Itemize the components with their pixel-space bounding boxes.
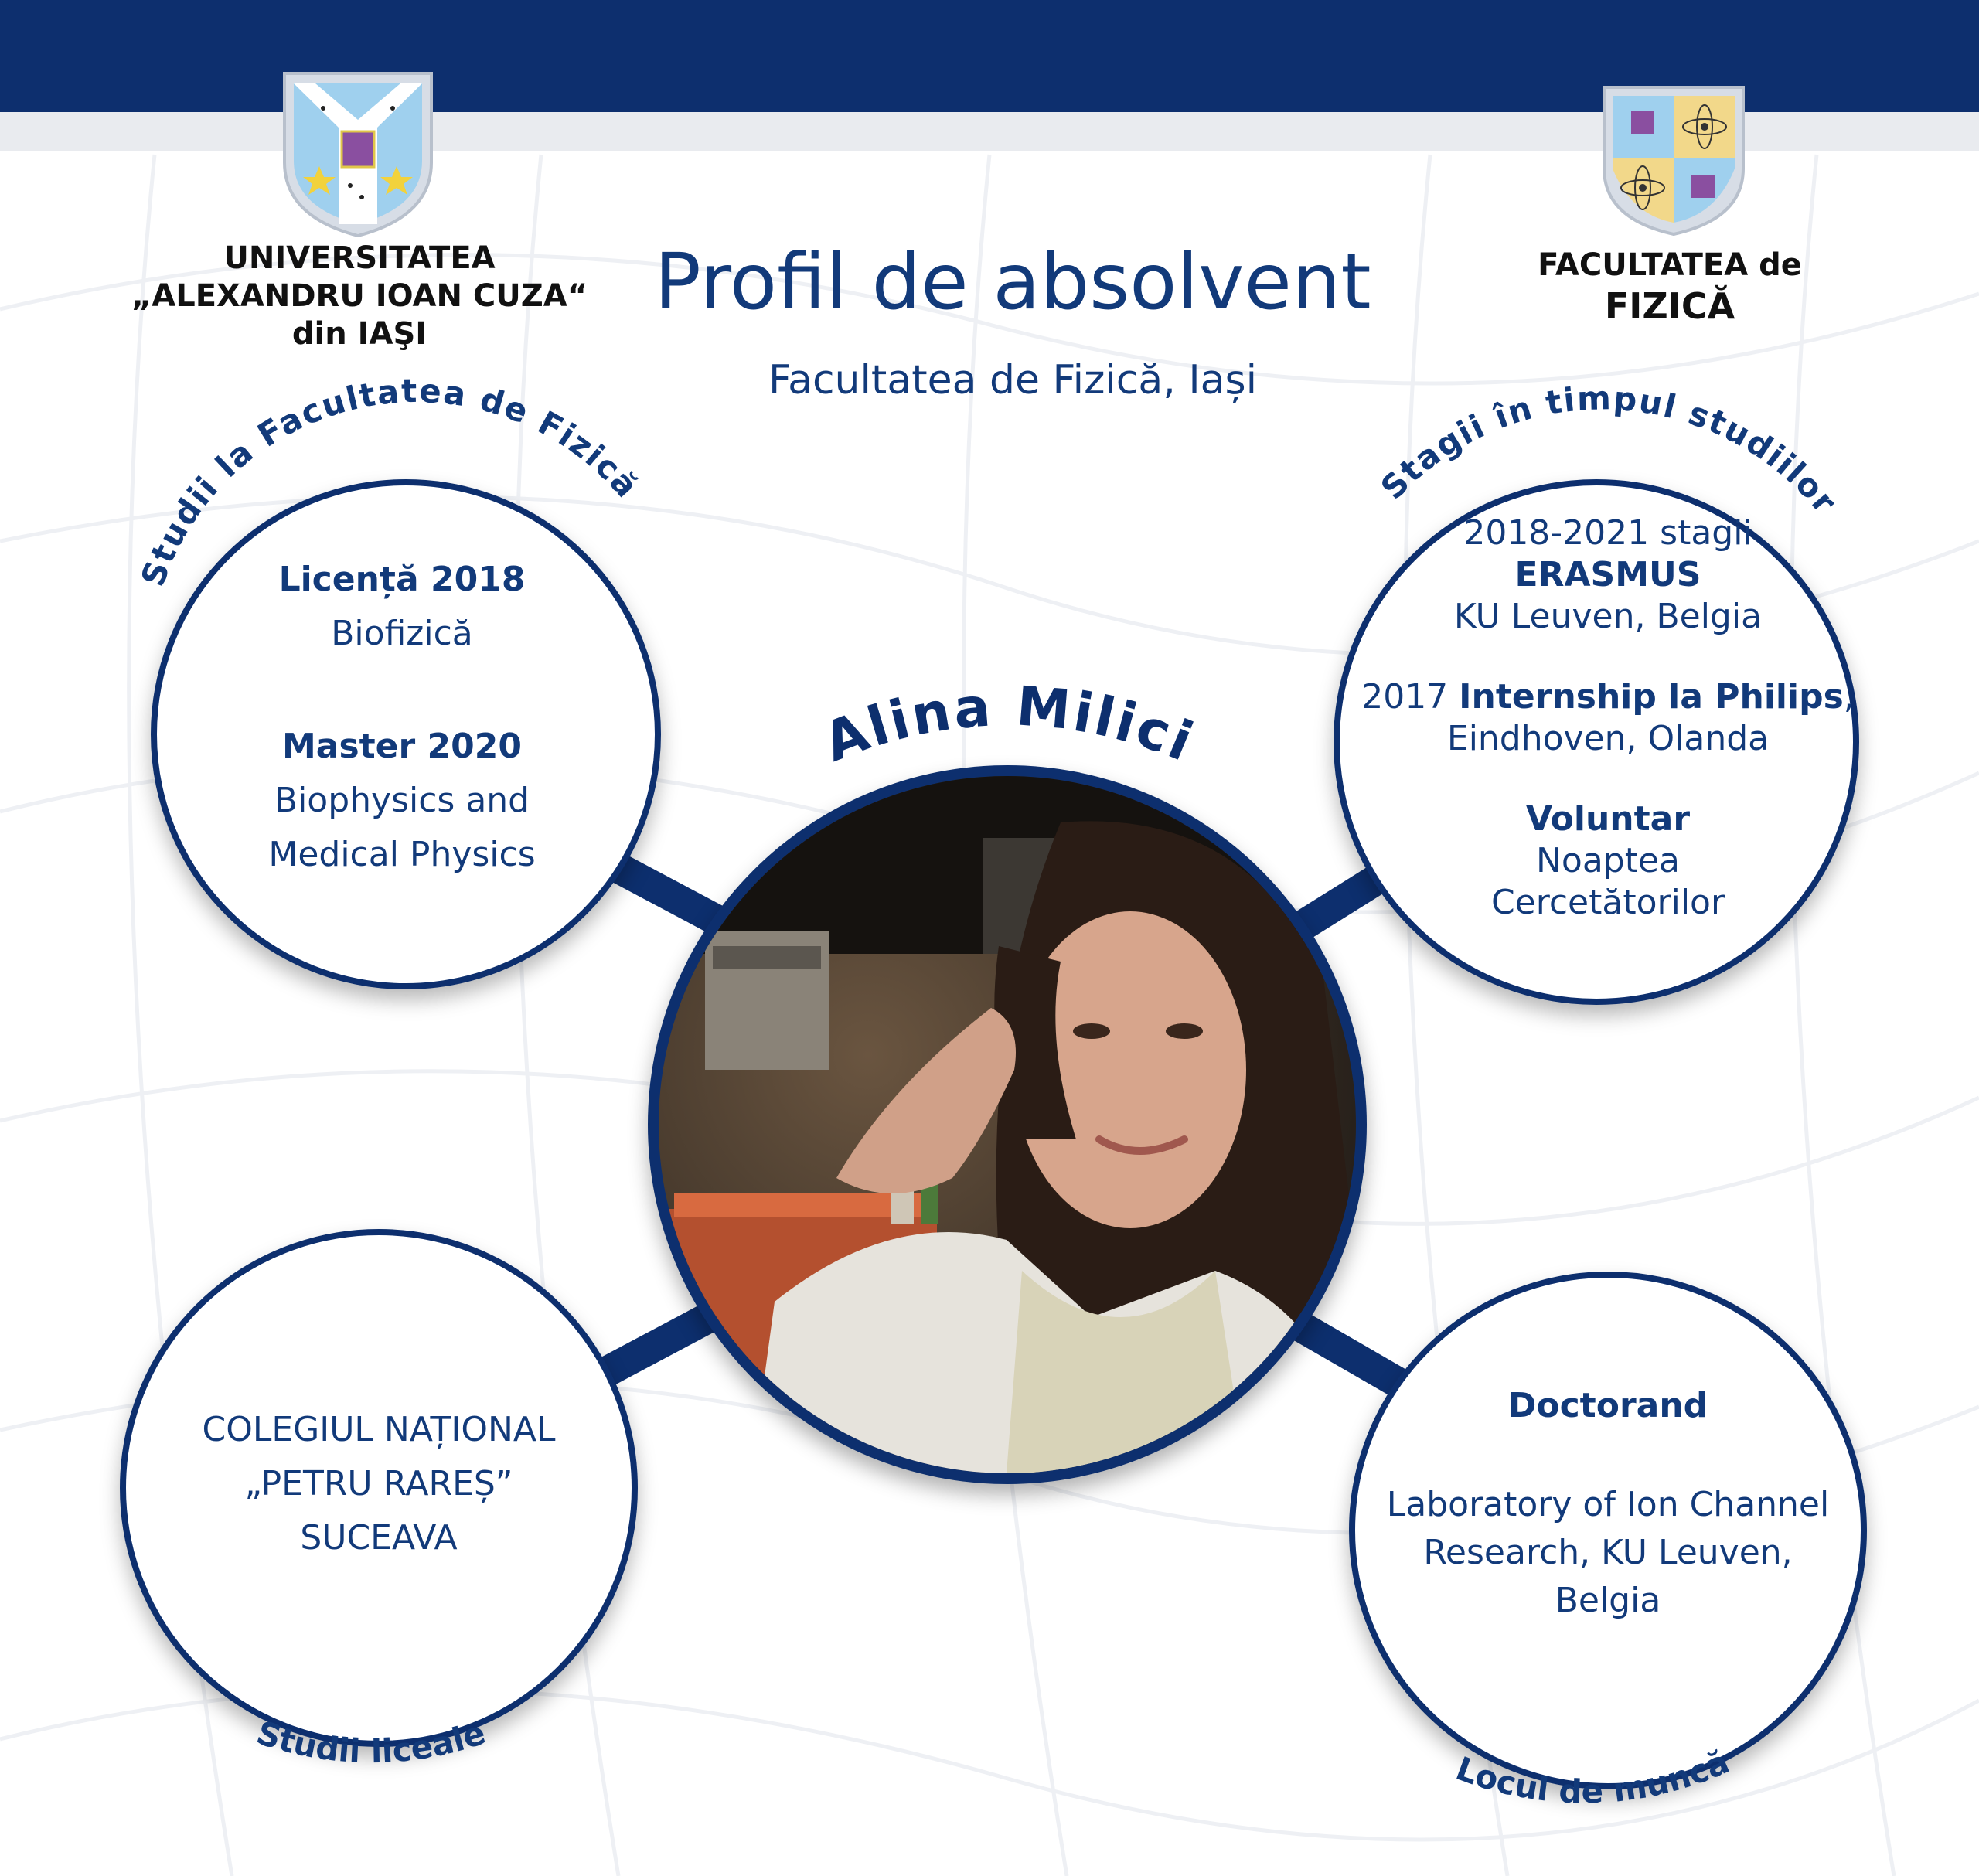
page-subtitle: Facultatea de Fizică, Iași (768, 357, 1258, 403)
faculty-name-line2: FIZICĂ (1604, 285, 1735, 327)
highschool-line2: „PETRU RAREȘ” (244, 1464, 513, 1503)
master-field-line2: Medical Physics (268, 835, 536, 874)
highschool-line3: SUCEAVA (300, 1518, 458, 1558)
master-field-line1: Biophysics and (274, 781, 530, 820)
workplace-line1: Laboratory of Ion Channel (1386, 1485, 1830, 1524)
erasmus-line3: KU Leuven, Belgia (1453, 597, 1763, 636)
graduate-name: Alina Milici (815, 674, 1204, 775)
philips-title: Internship la Philips (1459, 677, 1844, 717)
workplace-line2: Research, KU Leuven, (1423, 1533, 1793, 1572)
philips-place: Eindhoven, Olanda (1446, 719, 1770, 758)
erasmus-line1: 2018-2021 stagii (1463, 513, 1752, 553)
highschool-line1: COLEGIUL NAȚIONAL (202, 1410, 556, 1449)
workplace-title: Doctorand (1507, 1386, 1708, 1425)
volunteer-line1: Noaptea (1535, 841, 1680, 880)
volunteer-title: Voluntar (1525, 799, 1691, 839)
workplace-line3: Belgia (1555, 1581, 1661, 1620)
bachelor-field: Biofizică (331, 614, 473, 653)
philips-comma: , (1843, 677, 1855, 717)
workplace-label: Locul de muncă (1451, 1742, 1735, 1811)
internships-label: Stagii în timpul studiilor (1373, 379, 1845, 522)
philips-year: 2017 (1361, 677, 1460, 717)
page-title: Profil de absolvent (654, 237, 1371, 327)
erasmus-line2: ERASMUS (1514, 555, 1701, 594)
university-name-line1: UNIVERSITATEA (223, 240, 496, 276)
volunteer-line2: Cercetătorilor (1490, 883, 1725, 922)
bachelor-degree: Licență 2018 (278, 560, 526, 599)
highschool-label: Studii liceale (252, 1713, 490, 1771)
studies-label: Studii la Facultatea de Fizică (133, 371, 647, 591)
university-name-line2: „ALEXANDRU IOAN CUZA“ (131, 278, 588, 314)
university-name-line3: din IAŞI (291, 316, 427, 352)
faculty-name-line1: FACULTATEA de (1538, 247, 1802, 283)
master-degree: Master 2020 (281, 727, 523, 766)
